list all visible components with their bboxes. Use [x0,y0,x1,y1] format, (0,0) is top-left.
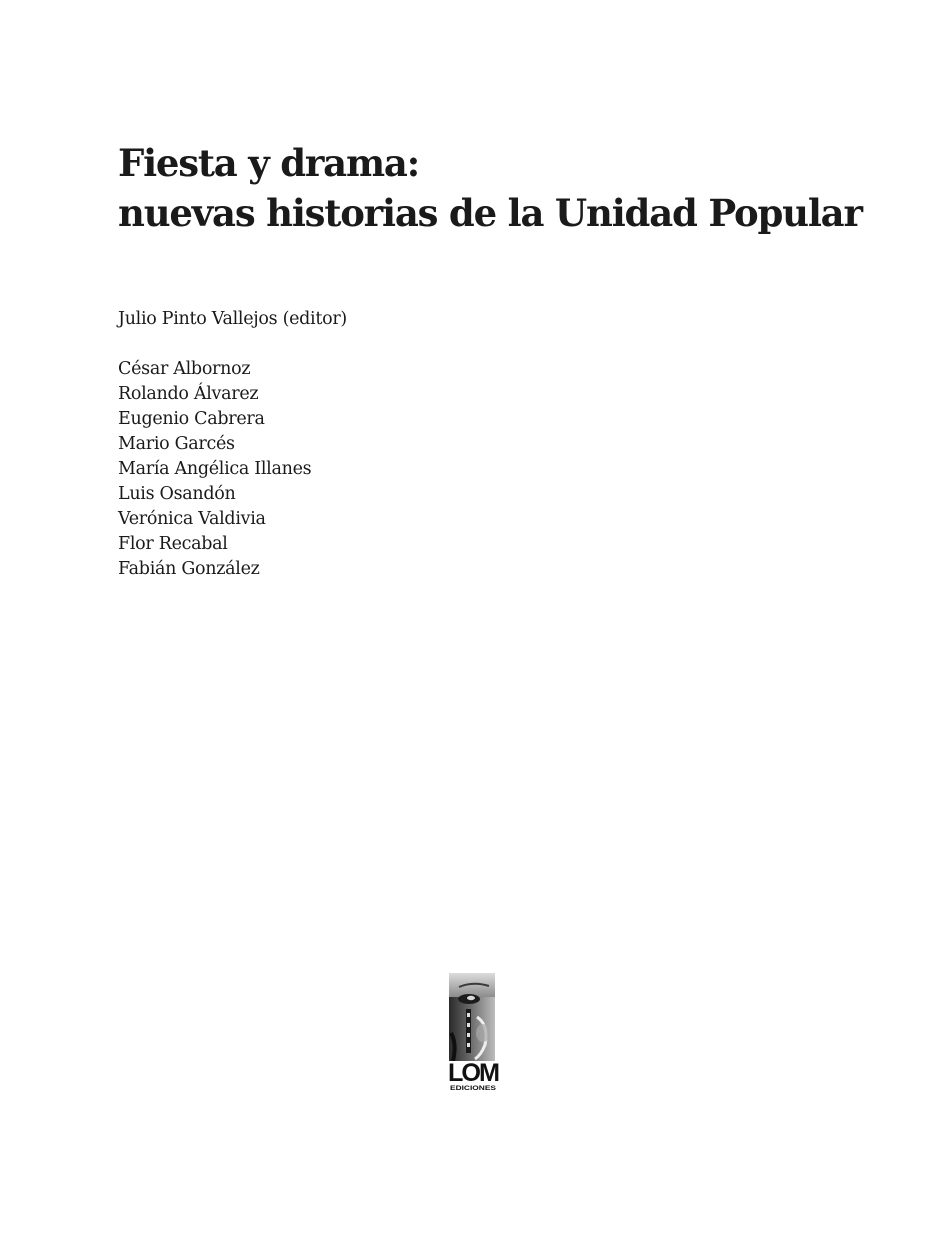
author-name: Flor Recabal [118,534,228,554]
book-title [118,138,862,238]
author-name: María Angélica Illanes [118,459,312,479]
logo-name: LOM [448,1059,499,1087]
author-name: Verónica Valdivia [118,509,266,529]
publisher-logo [447,973,499,1095]
author-name: Eugenio Cabrera [118,409,265,429]
book-title-line-1: Fiesta y drama: [118,141,420,185]
author-name: Luis Osandón [118,484,236,504]
book-title-line-2: nuevas historias de la Unidad Popular [118,191,862,235]
author-name: César Albornoz [118,359,251,379]
author-name: Fabián González [118,559,260,579]
logo-subtitle: EDICIONES [450,1086,496,1092]
editor-credit: Julio Pinto Vallejos (editor) [118,309,347,329]
logo-photo-image [449,973,495,1061]
author-name: Mario Garcés [118,434,235,454]
logo-wordmark [447,1059,499,1093]
author-list [118,357,311,582]
author-name: Rolando Álvarez [118,384,259,404]
